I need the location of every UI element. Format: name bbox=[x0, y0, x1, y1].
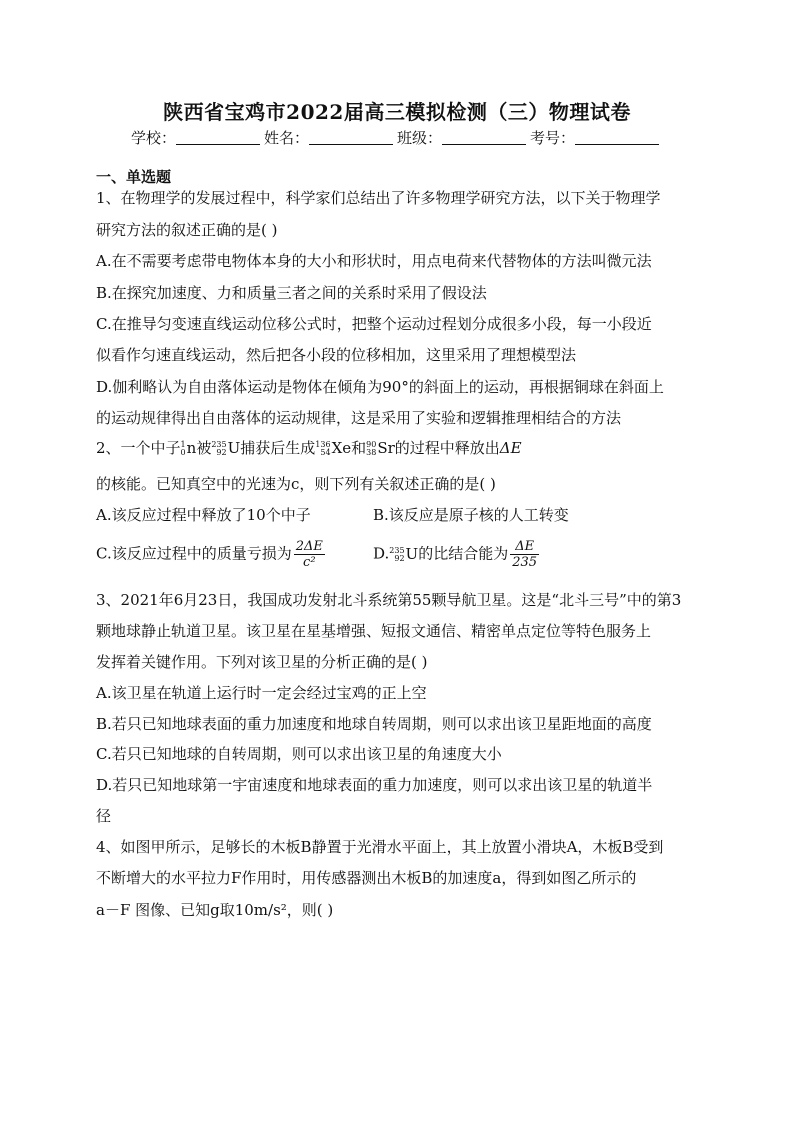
neutron-symbol: 1 0n bbox=[180, 439, 197, 457]
mass-defect-fraction: $\frac{2\Delta E}{\text{c²}}$ bbox=[295, 539, 323, 570]
q1-option-c-line1: C.在推导匀变速直线运动位移公式时，把整个运动过程划分成很多小段，每一小段近 bbox=[96, 315, 652, 333]
school-blank bbox=[176, 130, 260, 145]
number-label: 考号： bbox=[530, 129, 576, 147]
q3-stem-line1: 3、2021年6月23日，我国成功发射北斗系统第55颗导航卫星。这是“北斗三号”中的第3 bbox=[96, 591, 682, 609]
q1-option-d-line1: D.伽利略认为自由落体运动是物体在倾角为90°的斜面上的运动，再根据铜球在斜面上 bbox=[96, 378, 664, 396]
delta-e: ΔE bbox=[499, 439, 522, 457]
q2-option-d: D.235 92U的比结合能为 $\frac{\Delta E}{235}$ bbox=[373, 539, 538, 570]
q2-stem-line1: 2、一个中子1 0n被235 92U捕获后生成136 54Xe和90 38Sr的过程中释放出ΔE bbox=[96, 439, 522, 457]
q1-stem-line1: 1、在物理学的发展过程中，科学家们总结出了许多物理学研究方法，以下关于物理学 bbox=[96, 189, 661, 207]
q3-option-d-line2: 径 bbox=[96, 807, 112, 825]
binding-energy-fraction: $\frac{\Delta E}{235}$ bbox=[512, 539, 538, 570]
number-blank bbox=[575, 130, 659, 145]
class-label: 班级： bbox=[397, 129, 443, 147]
q3-option-b: B.若只已知地球表面的重力加速度和地球自转周期，则可以求出该卫星距地面的高度 bbox=[96, 715, 652, 733]
q2-option-c: C.该反应过程中的质量亏损为 $\frac{2\Delta E}{\text{c²}}$ bbox=[96, 539, 323, 570]
q2-option-b: B.该反应是原子核的人工转变 bbox=[373, 506, 569, 524]
student-info-row bbox=[0, 127, 794, 148]
q4-stem-line2: 不断增大的水平拉力F作用时，用传感器测出木板B的加速度a，得到如图乙所示的 bbox=[96, 869, 637, 887]
q3-stem-line2: 颗地球静止轨道卫星。该卫星在星基增强、短报文通信、精密单点定位等特色服务上 bbox=[96, 622, 652, 640]
q2-stem-line2: 的核能。已知真空中的光速为c，则下列有关叙述正确的是( ) bbox=[96, 475, 496, 493]
q2-option-a: A.该反应过程中释放了10个中子 bbox=[96, 506, 311, 524]
strontium-symbol: 90 38Sr bbox=[366, 439, 395, 457]
q1-option-d-line2: 的运动规律得出自由落体的运动规律，这是采用了实验和逻辑推理相结合的方法 bbox=[96, 409, 622, 427]
class-blank bbox=[442, 130, 526, 145]
q3-option-c: C.若只已知地球的自转周期，则可以求出该卫星的角速度大小 bbox=[96, 745, 502, 763]
section-heading: 一、单选题 bbox=[96, 168, 172, 186]
q1-option-a: A.在不需要考虑带电物体本身的大小和形状时，用点电荷来代替物体的方法叫微元法 bbox=[96, 252, 652, 270]
name-blank bbox=[309, 130, 393, 145]
q3-option-d-line1: D.若只已知地球第一宇宙速度和地球表面的重力加速度，则可以求出该卫星的轨道半 bbox=[96, 776, 653, 794]
q1-option-b: B.在探究加速度、力和质量三者之间的关系时采用了假设法 bbox=[96, 284, 487, 302]
name-label: 姓名： bbox=[263, 129, 309, 147]
page-title: 陕西省宝鸡市2022届高三模拟检测（三）物理试卷 bbox=[163, 100, 631, 124]
q3-stem-line3: 发挥着关键作用。下列对该卫星的分析正确的是( ) bbox=[96, 653, 428, 671]
q4-stem-line1: 4、如图甲所示，足够长的木板B静置于光滑水平面上，其上放置小滑块A，木板B受到 bbox=[96, 838, 664, 856]
uranium-symbol: 235 92U bbox=[211, 439, 241, 457]
school-label: 学校： bbox=[130, 129, 176, 147]
uranium-symbol-d: 235 92U bbox=[389, 544, 419, 563]
xenon-symbol: 136 54Xe bbox=[315, 439, 352, 457]
q4-stem-line3: a－F 图像、已知g取10m/s²，则( ) bbox=[96, 901, 334, 919]
q1-option-c-line2: 似看作匀速直线运动，然后把各小段的位移相加，这里采用了理想模型法 bbox=[96, 346, 577, 364]
q1-stem-line2: 研究方法的叙述正确的是( ) bbox=[96, 221, 278, 239]
q3-option-a: A.该卫星在轨道上运行时一定会经过宝鸡的正上空 bbox=[96, 684, 427, 702]
